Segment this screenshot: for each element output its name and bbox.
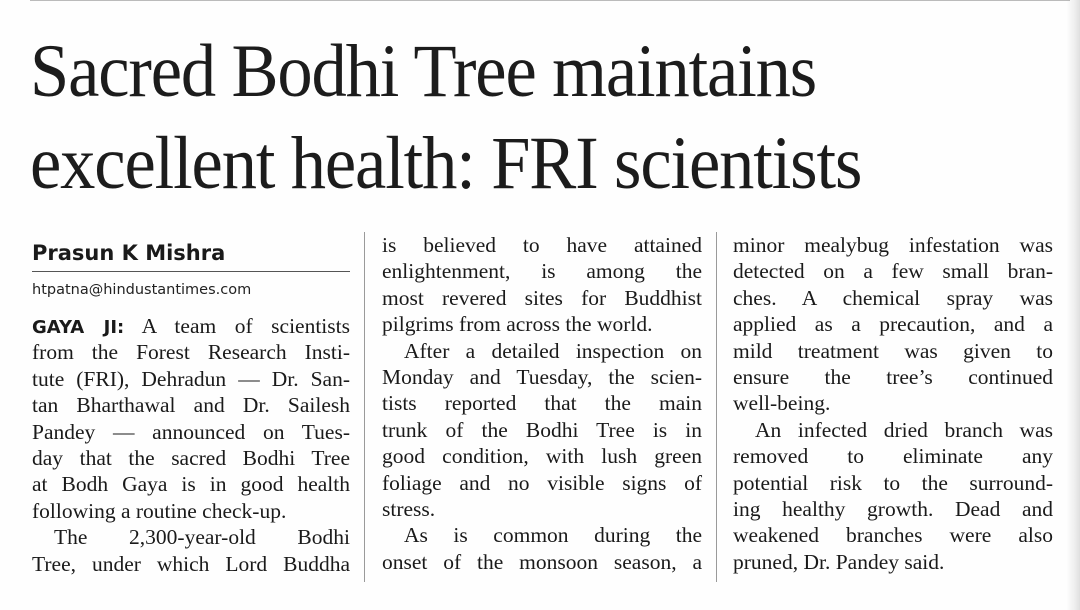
article-line: well-being. bbox=[733, 391, 831, 416]
column-rule bbox=[364, 232, 365, 582]
byline-rule bbox=[32, 271, 350, 272]
article-line: trunk of the Bodhi Tree is in bbox=[382, 417, 702, 442]
article-line: ensure the tree’s continued bbox=[733, 364, 1053, 389]
article-line: detected on a few small bran- bbox=[733, 259, 1053, 284]
article-line: tute (FRI), Dehradun — Dr. San- bbox=[32, 366, 350, 391]
article-line: Monday and Tuesday, the scien- bbox=[382, 364, 702, 389]
article-line: at Bodh Gaya is in good health bbox=[32, 472, 350, 497]
article-line: good condition, with lush green bbox=[382, 444, 702, 469]
headline-line-2: excellent health: FRI scientists bbox=[30, 122, 862, 205]
article-line: pilgrims from across the world. bbox=[382, 312, 653, 337]
article-line: After a detailed inspection on bbox=[404, 338, 702, 363]
byline-author: Prasun K Mishra bbox=[32, 241, 226, 265]
article-line: is believed to have attained bbox=[382, 233, 702, 257]
article-line: from the Forest Research Insti- bbox=[32, 340, 350, 365]
article-line: weakened branches were also bbox=[733, 523, 1053, 548]
article-line: ches. A chemical spray was bbox=[733, 285, 1053, 310]
article-line bbox=[32, 313, 350, 339]
article-column-3 bbox=[733, 232, 1053, 575]
article-line: As is common during the bbox=[404, 523, 702, 548]
article-line: Tree, under which Lord Buddha bbox=[32, 551, 350, 576]
article-column-2 bbox=[382, 232, 702, 575]
article-line: foliage and no visible signs of bbox=[382, 470, 702, 495]
article-line: following a routine check-up. bbox=[32, 498, 287, 523]
article-line: The 2,300-year-old Bodhi bbox=[54, 525, 350, 550]
article-line: onset of the monsoon season, a bbox=[382, 549, 702, 574]
top-rule bbox=[30, 0, 1070, 1]
article-line: An infected dried branch was bbox=[755, 417, 1053, 442]
article-line: potential risk to the surround- bbox=[733, 470, 1053, 495]
article-line: day that the sacred Bodhi Tree bbox=[32, 445, 350, 470]
article-line: pruned, Dr. Pandey said. bbox=[733, 549, 945, 574]
column-rule bbox=[716, 232, 717, 582]
article-line: ing healthy growth. Dead and bbox=[733, 496, 1053, 521]
article-line: Pandey — announced on Tues- bbox=[32, 419, 350, 444]
article-line: stress. bbox=[382, 496, 436, 521]
headline-line-1: Sacred Bodhi Tree maintains bbox=[30, 30, 817, 113]
article-line: mild treatment was given to bbox=[733, 338, 1053, 363]
dateline: GAYA JI: bbox=[32, 317, 125, 338]
article-line: enlightenment, is among the bbox=[382, 259, 702, 284]
article-line: removed to eliminate any bbox=[733, 444, 1053, 469]
article-line: tists reported that the main bbox=[382, 391, 702, 416]
article-line: tan Bharthawal and Dr. Sailesh bbox=[32, 393, 350, 418]
headline bbox=[30, 26, 1012, 210]
article-line: most revered sites for Buddhist bbox=[382, 285, 702, 310]
page-edge-shadow bbox=[1066, 0, 1080, 610]
byline-email: htpatna@hindustantimes.com bbox=[32, 282, 252, 298]
article-line-text: A team of scientists bbox=[124, 314, 350, 338]
article-column-1 bbox=[32, 313, 350, 577]
article-line: applied as a precaution, and a bbox=[733, 312, 1053, 337]
article-line: minor mealybug infestation was bbox=[733, 233, 1053, 257]
